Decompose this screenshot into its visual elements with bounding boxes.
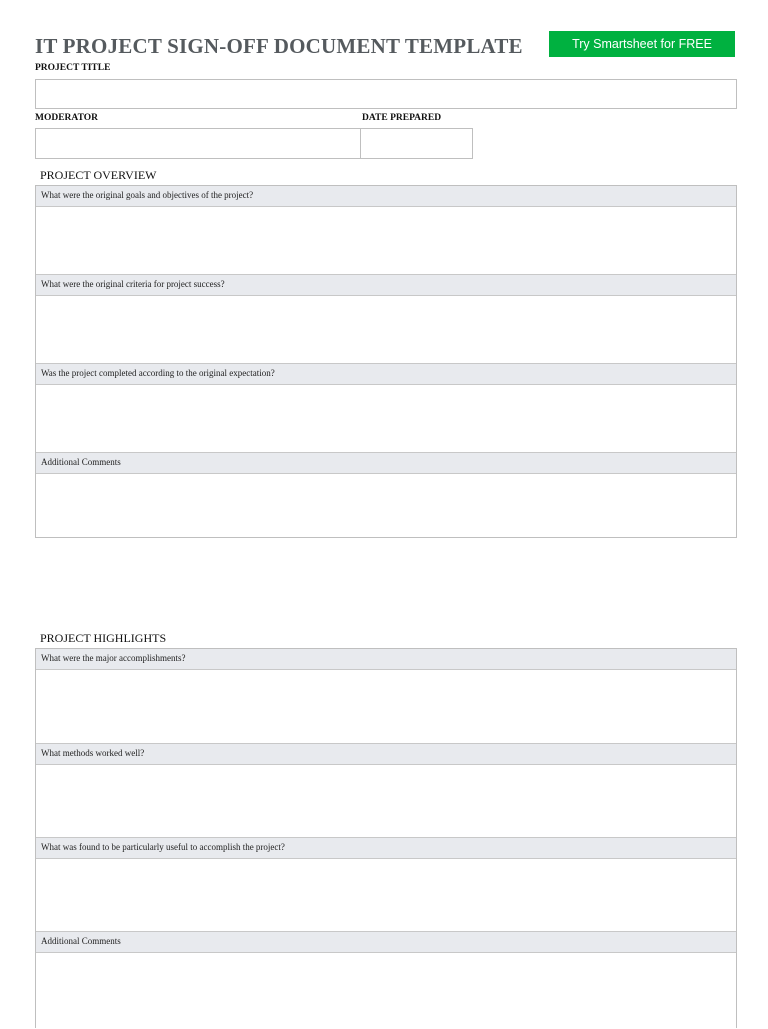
overview-question-row [36,275,736,364]
moderator-label: MODERATOR [35,113,98,123]
question-label: What methods worked well? [36,744,736,765]
try-smartsheet-button[interactable]: Try Smartsheet for FREE [549,31,735,57]
project-title-field[interactable] [35,79,737,109]
moderator-field[interactable] [35,128,361,159]
highlights-question-row [36,649,736,744]
answer-area[interactable] [36,859,736,931]
answer-area[interactable] [36,474,736,536]
question-label: What were the major accomplishments? [36,649,736,670]
answer-area[interactable] [36,207,736,274]
project-overview-table [35,185,737,538]
date-prepared-label: DATE PREPARED [362,113,442,123]
overview-question-row [36,364,736,453]
project-highlights-heading: PROJECT HIGHLIGHTS [40,631,167,645]
question-label: Additional Comments [36,453,736,474]
highlights-question-row [36,838,736,932]
project-overview-heading: PROJECT OVERVIEW [40,168,157,182]
answer-area[interactable] [36,670,736,743]
question-label: What were the original goals and objectives of the project? [36,186,736,207]
overview-question-row [36,453,736,537]
answer-area[interactable] [36,296,736,363]
overview-question-row [36,186,736,275]
question-label: Additional Comments [36,932,736,953]
question-label: Was the project completed according to the original expectation? [36,364,736,385]
project-highlights-table [35,648,737,1028]
answer-area[interactable] [36,385,736,452]
answer-area[interactable] [36,953,736,1028]
highlights-question-row [36,744,736,838]
answer-area[interactable] [36,765,736,837]
project-title-label: PROJECT TITLE [35,63,111,73]
highlights-question-row [36,932,736,1029]
question-label: What were the original criteria for project success? [36,275,736,296]
page-title: IT PROJECT SIGN-OFF DOCUMENT TEMPLATE [35,34,523,58]
question-label: What was found to be particularly useful to accomplish the project? [36,838,736,859]
date-prepared-field[interactable] [360,128,473,159]
